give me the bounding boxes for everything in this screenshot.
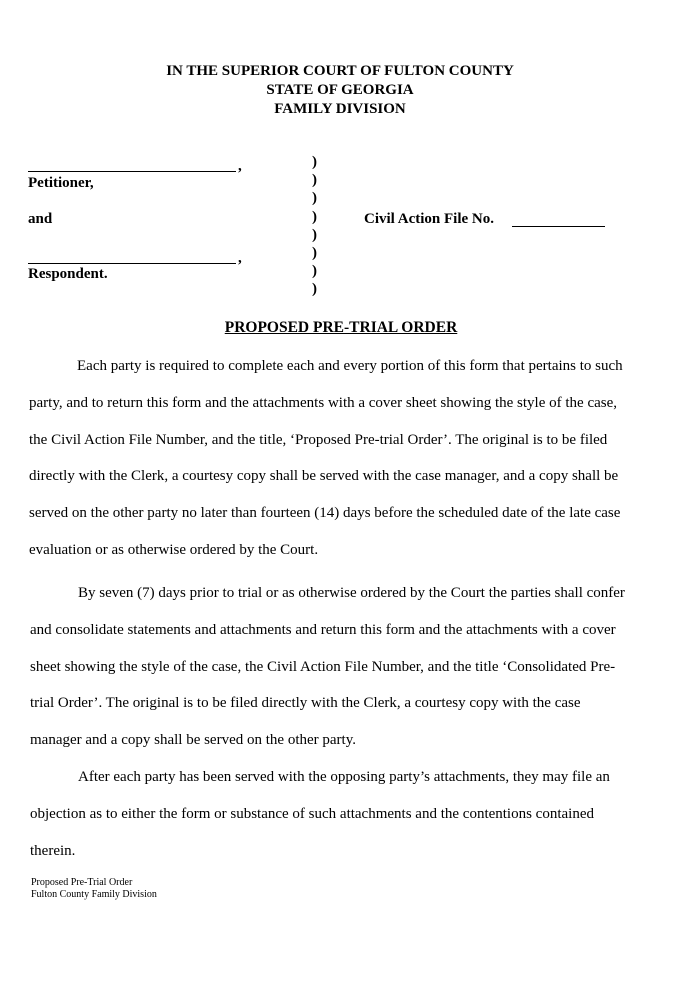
paragraph-line: served on the other party no later than fourteen (14) days before the scheduled date of the late case <box>29 505 621 522</box>
petitioner-name-blank[interactable] <box>28 171 236 172</box>
paragraph-line: objection as to either the form or substance of such attachments and the contentions contained <box>30 805 594 822</box>
paragraph-line: trial Order’. The original is to be filed directly with the Clerk, a courtesy copy with the case <box>30 695 581 712</box>
footer-line: Fulton County Family Division <box>31 889 157 900</box>
paragraph-line: manager and a copy shall be served on the other party. <box>30 732 356 749</box>
paragraph-line: sheet showing the style of the case, the Civil Action File Number, and the title ‘Consolidated Pre- <box>30 658 616 675</box>
respondent-name-blank[interactable] <box>28 263 236 264</box>
caption-parentheses <box>312 153 317 299</box>
paragraph-line: therein. <box>30 842 76 859</box>
paren: ) <box>312 208 317 225</box>
footer-line: Proposed Pre-Trial Order <box>31 877 133 888</box>
paragraph-line: directly with the Clerk, a courtesy copy shall be served with the case manager, and a copy shall be <box>29 468 619 485</box>
paragraph-line: Each party is required to complete each and every portion of this form that pertains to such <box>77 358 623 374</box>
paragraph <box>29 357 661 578</box>
document-title: PROPOSED PRE-TRIAL ORDER <box>224 319 458 336</box>
paragraph <box>30 768 662 878</box>
civil-action-number-blank[interactable] <box>512 226 605 227</box>
paren: ) <box>312 244 317 261</box>
civil-action-label: Civil Action File No. <box>364 211 494 227</box>
court-header <box>0 62 680 119</box>
and-label: and <box>28 211 53 227</box>
paren: ) <box>312 172 317 189</box>
page-footer <box>31 877 157 901</box>
paragraph-line: evaluation or as otherwise ordered by the Court. <box>29 541 319 558</box>
paragraph <box>30 584 662 768</box>
paragraph-line: and consolidate statements and attachments and return this form and the attachments with a cover <box>30 621 616 638</box>
division-name: FAMILY DIVISION <box>274 101 406 117</box>
state-name: STATE OF GEORGIA <box>266 82 414 98</box>
paragraph-line: After each party has been served with the opposing party’s attachments, they may file an <box>78 769 610 785</box>
paragraph-line: the Civil Action File Number, and the title, ‘Proposed Pre-trial Order’. The original is to be filed <box>29 431 608 448</box>
court-name: IN THE SUPERIOR COURT OF FULTON COUNTY <box>166 63 514 79</box>
paren: ) <box>312 154 317 170</box>
respondent-comma: , <box>238 250 242 266</box>
paragraph-line: By seven (7) days prior to trial or as otherwise ordered by the Court the parties shall confer <box>78 585 625 601</box>
petitioner-comma: , <box>238 158 242 174</box>
paren: ) <box>312 226 317 243</box>
paragraph-line: party, and to return this form and the attachments with a cover sheet showing the style of the case, <box>29 394 618 411</box>
paren: ) <box>312 190 317 207</box>
respondent-label: Respondent. <box>28 266 108 282</box>
petitioner-label: Petitioner, <box>28 175 94 191</box>
paren: ) <box>312 281 317 298</box>
paren: ) <box>312 263 317 280</box>
